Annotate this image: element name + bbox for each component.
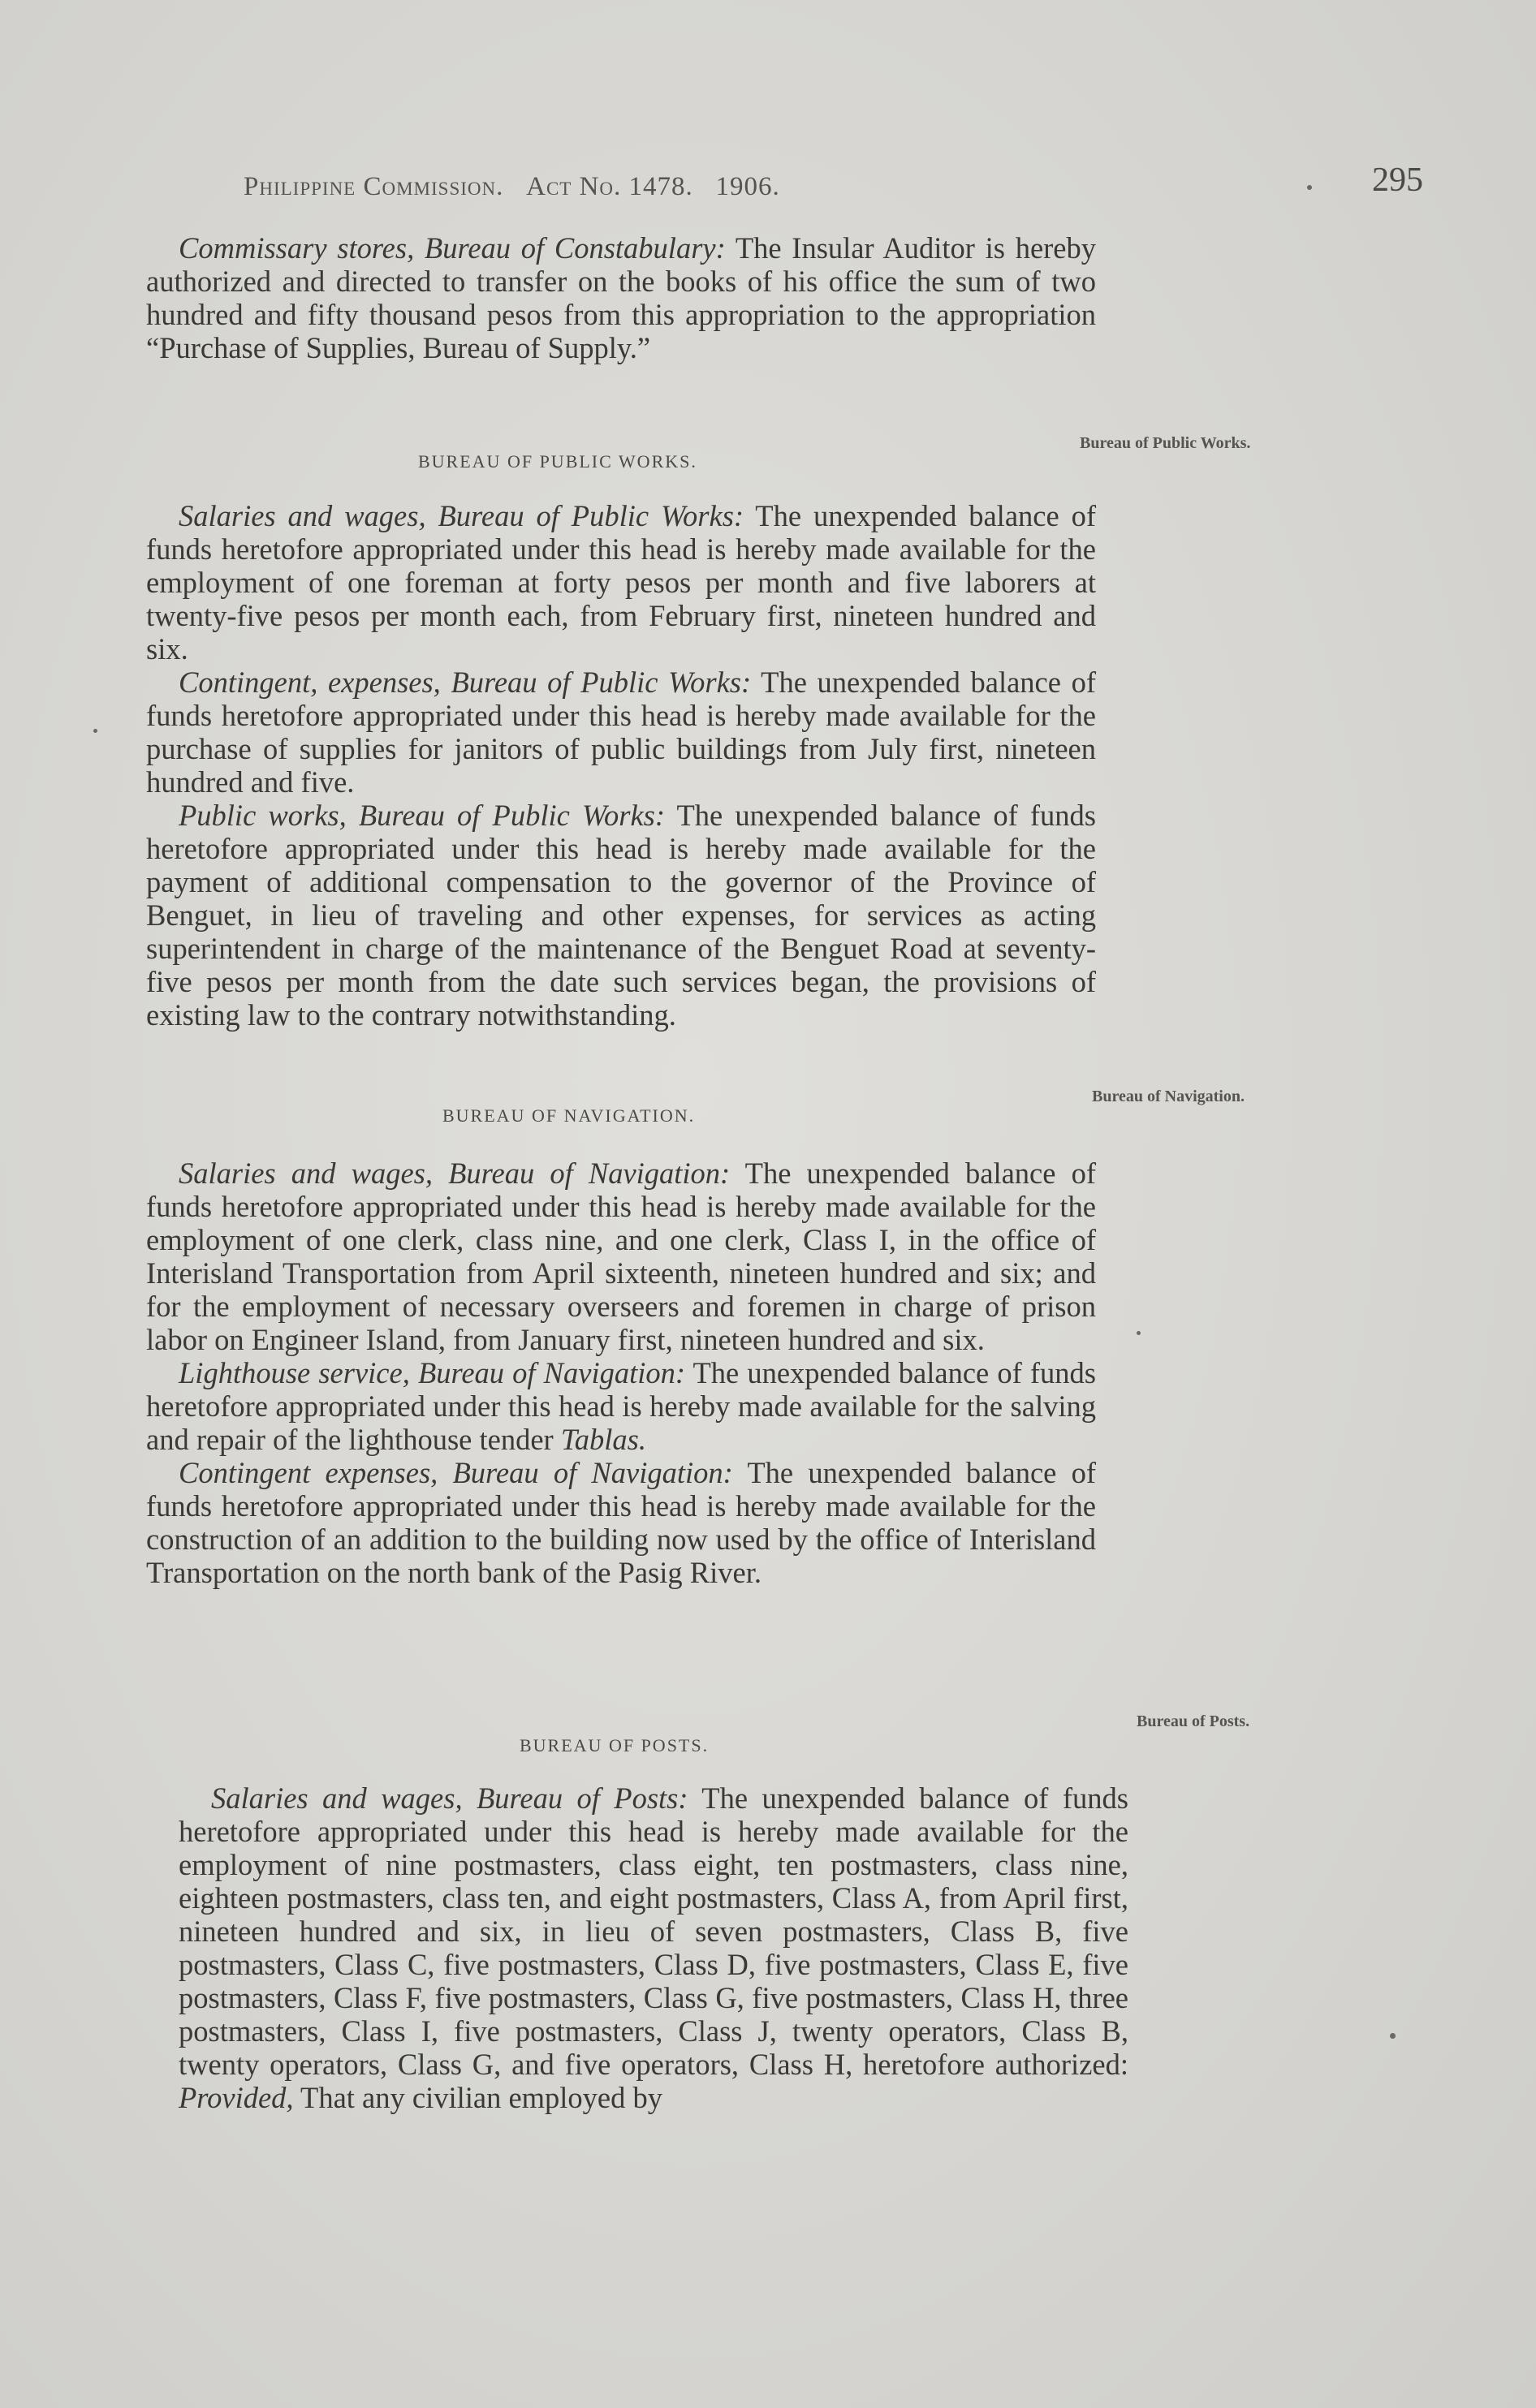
scan-speck: [1137, 1331, 1141, 1335]
paragraph-lead: Contingent expenses, Bureau of Navigation:: [179, 1456, 733, 1489]
section-heading-public-works: BUREAU OF PUBLIC WORKS.: [418, 451, 697, 472]
margin-note-posts: Bureau of Posts.: [1137, 1712, 1250, 1730]
paragraph-lead: Lighthouse service, Bureau of Navigation:: [179, 1356, 686, 1389]
paragraph-posts-salaries: [179, 1781, 1128, 2114]
paragraph-navigation-lighthouse: [146, 1356, 1096, 1456]
page-number: 295: [1372, 162, 1423, 199]
paragraph-block-navigation: [146, 1157, 1096, 1589]
section-heading-navigation: BUREAU OF NAVIGATION.: [442, 1105, 696, 1126]
paragraph-block-commissary: [146, 231, 1096, 364]
scan-speck: [93, 729, 97, 733]
paragraph-commissary: [146, 231, 1096, 364]
paragraph-navigation-contingent: [146, 1456, 1096, 1589]
paragraph-lead: Public works, Bureau of Public Works:: [179, 799, 666, 832]
paragraph-lead: Commissary stores, Bureau of Constabulary:: [179, 231, 726, 265]
margin-note-navigation: Bureau of Navigation.: [1092, 1088, 1245, 1105]
paragraph-lead: Salaries and wages, Bureau of Public Works:: [179, 499, 744, 532]
section-heading-posts: BUREAU OF POSTS.: [520, 1735, 710, 1755]
header-title: Philippine Commission.: [244, 172, 504, 201]
paragraph-text: The unexpended balance of funds heretofore appropriated under this head is hereby made available for the salving and repair of the lighthouse tender: [146, 1356, 1096, 1456]
paragraph-navigation-salaries: [146, 1157, 1096, 1356]
paragraph-text: The unexpended balance of funds heretofore appropriated under this head is hereby made available for the employment of one foreman at forty pesos per month and five laborers at twenty-five pesos per month each, from February first, nineteen hundred and six.: [146, 499, 1096, 666]
header-act: Act No. 1478.: [526, 172, 693, 201]
paragraph-tail: That any civilian employed by: [293, 2081, 663, 2114]
header-year: 1906.: [715, 172, 780, 201]
paragraph-public-works-contingent: [146, 666, 1096, 799]
paragraph-text: The Insular Auditor is hereby authorized and directed to transfer on the books of his office the sum of two hundred and fifty thousand pesos from this appropriation to the appropriation “Purchase of Supplies, Bureau of Supply.”: [146, 231, 1097, 364]
paragraph-public-works-salaries: [146, 499, 1096, 666]
provided-clause: Provided,: [179, 2081, 294, 2114]
paragraph-text: The unexpended balance of funds heretofore appropriated under this head is hereby made available for the payment of additional compensation to the governor of the Province of Benguet, in lieu of traveling and other expenses, for services as acting superintendent in charge of the maintenance of the Benguet Road at seventy-five pesos per month from the date such services began, the provisions of existing law to the contrary notwithstanding.: [146, 799, 1096, 1032]
paragraph-text: The unexpended balance of funds heretofore appropriated under this head is hereby made available for the employment of nine postmasters, class eight, ten postmasters, class nine, eighteen postmasters, class ten, and eight postmasters, Class A, from April first, nineteen hundred and six, in lieu of seven postmasters, Class B, five postmasters, Class C, five postmasters, Class D, five postmasters, Class E, five postmasters, Class F, five postmasters, Class G, five postmasters, Class H, three postmasters, Class I, five postmasters, Class J, twenty operators, Class B, twenty operators, Class G, and five operators, Class H, heretofore authorized:: [179, 1781, 1128, 2081]
paragraph-lead: Salaries and wages, Bureau of Posts:: [211, 1781, 688, 1815]
scan-speck: [1307, 185, 1312, 190]
running-header: [244, 172, 780, 202]
paragraph-lead: Contingent, expenses, Bureau of Public Works:: [179, 666, 752, 699]
margin-note-public-works: Bureau of Public Works.: [1080, 434, 1251, 452]
paragraph-block-public-works: [146, 499, 1096, 1032]
vessel-name: Tablas.: [560, 1423, 646, 1456]
paragraph-text: The unexpended balance of funds heretofore appropriated under this head is hereby made available for the purchase of supplies for janitors of public buildings from July first, nineteen hundred and five.: [146, 666, 1096, 799]
paragraph-public-works-works: [146, 799, 1096, 1032]
scan-speck: [1390, 2033, 1396, 2039]
paragraph-block-posts: [179, 1781, 1128, 2114]
paragraph-text: The unexpended balance of funds heretofore appropriated under this head is hereby made available for the construction of an addition to the building now used by the office of Interisland Transportation on the north bank of the Pasig River.: [146, 1456, 1096, 1589]
paragraph-lead: Salaries and wages, Bureau of Navigation:: [179, 1157, 731, 1190]
paragraph-text: The unexpended balance of funds heretofore appropriated under this head is hereby made available for the employment of one clerk, class nine, and one clerk, Class I, in the office of Interisland Transportation from April sixteenth, nineteen hundred and six; and for the employment of necessary overseers and foremen in charge of prison labor on Engineer Island, from January first, nineteen hundred and six.: [146, 1157, 1096, 1356]
